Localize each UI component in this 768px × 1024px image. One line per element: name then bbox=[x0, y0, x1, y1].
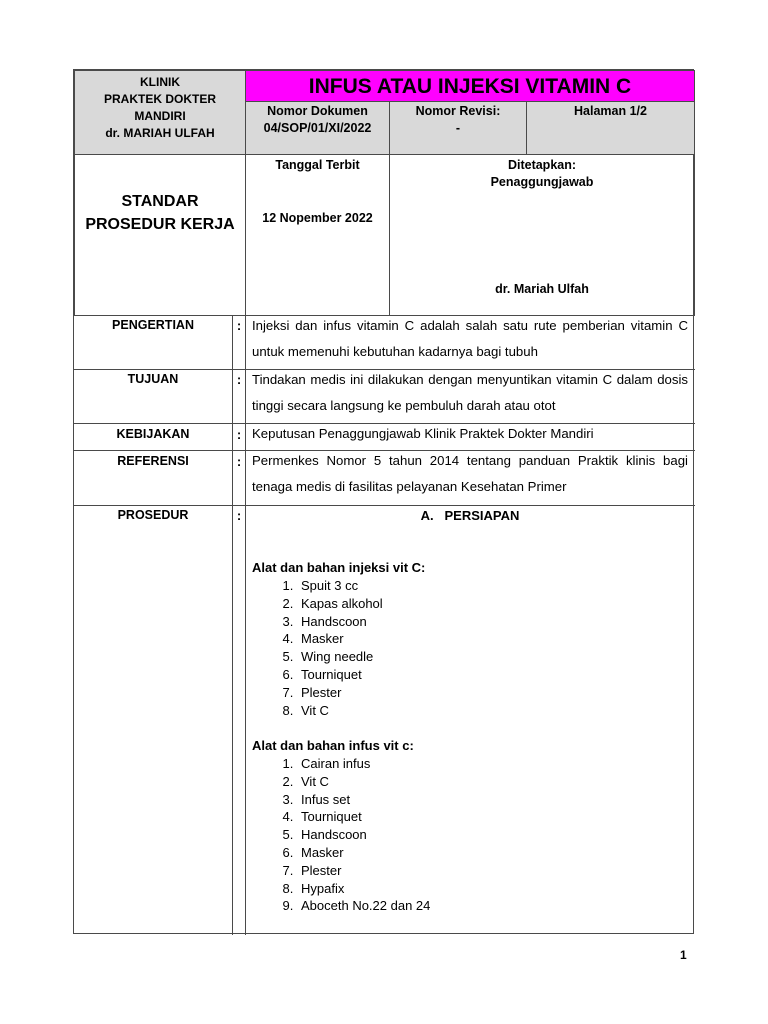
approval-cell bbox=[389, 154, 695, 316]
tujuan-colon: : bbox=[236, 372, 242, 387]
list-item: 4. Tourniquet bbox=[297, 808, 682, 826]
list-item: 1. Cairan infus bbox=[297, 755, 682, 773]
pengertian-label: PENGERTIAN bbox=[112, 318, 194, 332]
revision-value: - bbox=[455, 121, 461, 135]
list-item: 2. Vit C bbox=[297, 773, 682, 791]
page-info-label: Halaman 1/2 bbox=[574, 104, 647, 118]
standard-line: PROSEDUR KERJA bbox=[85, 216, 235, 233]
page-number: 1 bbox=[680, 948, 687, 962]
sop-document bbox=[73, 69, 694, 934]
revision-cell bbox=[389, 101, 527, 155]
prosedur-label: PROSEDUR bbox=[117, 508, 189, 522]
list-item: 3. Infus set bbox=[297, 791, 682, 809]
pengertian-text: Injeksi dan infus vitamin C adalah salah satu rute pemberian vitamin C untuk memenuhi kebutuhan kadarnya bagi tubuh bbox=[252, 318, 688, 359]
document-title bbox=[245, 70, 695, 102]
approval-label: Ditetapkan: bbox=[507, 158, 577, 172]
prosedur-colon: : bbox=[236, 508, 242, 523]
clinic-line: MANDIRI bbox=[134, 109, 186, 123]
list-item: 6. Masker bbox=[297, 844, 682, 862]
clinic-line: PRAKTEK DOKTER bbox=[103, 92, 216, 106]
list-item: 5. Wing needle bbox=[297, 648, 682, 666]
list-item: 4. Masker bbox=[297, 630, 682, 648]
signer-name: dr. Mariah Ulfah bbox=[495, 282, 589, 296]
list-item: 2. Kapas alkohol bbox=[297, 595, 682, 613]
infusion-title: Alat dan bahan infus vit c: bbox=[252, 738, 414, 753]
list-item: 3. Handscoon bbox=[297, 613, 682, 631]
clinic-line: KLINIK bbox=[140, 75, 180, 89]
prosedur-subheading: A. PERSIAPAN bbox=[420, 508, 520, 523]
page-info-cell bbox=[526, 101, 695, 155]
kebijakan-colon: : bbox=[236, 427, 242, 442]
issue-date-cell bbox=[245, 154, 390, 316]
pengertian-colon: : bbox=[236, 318, 242, 333]
list-item: 8. Vit C bbox=[297, 702, 682, 720]
document-number-cell bbox=[245, 101, 390, 155]
tujuan-text: Tindakan medis ini dilakukan dengan menyuntikan vitamin C dalam dosis tinggi secara langsung ke pembuluh darah atau otot bbox=[252, 372, 688, 413]
referensi-label: REFERENSI bbox=[117, 454, 189, 468]
document-number-label: Nomor Dokumen bbox=[267, 104, 368, 118]
approval-role: Penaggungjawab bbox=[490, 175, 594, 189]
clinic-name-cell bbox=[74, 70, 246, 155]
standard-procedure-cell bbox=[74, 154, 246, 316]
referensi-colon: : bbox=[236, 454, 242, 469]
document-title-text: INFUS ATAU INJEKSI VITAMIN C bbox=[308, 75, 632, 98]
label-column-divider bbox=[232, 315, 233, 935]
list-item: 1. Spuit 3 cc bbox=[297, 577, 682, 595]
tujuan-label: TUJUAN bbox=[127, 372, 179, 386]
list-item: 9. Aboceth No.22 dan 24 bbox=[297, 897, 682, 915]
list-item: 5. Handscoon bbox=[297, 826, 682, 844]
clinic-line: dr. MARIAH ULFAH bbox=[105, 126, 215, 140]
list-item: 7. Plester bbox=[297, 684, 682, 702]
kebijakan-text: Keputusan Penaggungjawab Klinik Praktek Dokter Mandiri bbox=[252, 426, 594, 441]
injection-title: Alat dan bahan injeksi vit C: bbox=[252, 560, 426, 575]
issue-date-value: 12 Nopember 2022 bbox=[262, 211, 373, 225]
standard-line: STANDAR bbox=[121, 193, 199, 210]
list-item: 8. Hypafix bbox=[297, 880, 682, 898]
referensi-text: Permenkes Nomor 5 tahun 2014 tentang panduan Praktik klinis bagi tenaga medis di fasilitas pelayanan Kesehatan Primer bbox=[252, 453, 688, 494]
content-box-border bbox=[245, 505, 695, 935]
revision-label: Nomor Revisi: bbox=[415, 104, 501, 118]
list-item: 7. Plester bbox=[297, 862, 682, 880]
issue-date-label: Tanggal Terbit bbox=[275, 158, 360, 172]
list-item: 6. Tourniquet bbox=[297, 666, 682, 684]
document-number-value: 04/SOP/01/XI/2022 bbox=[263, 121, 372, 135]
kebijakan-label: KEBIJAKAN bbox=[116, 427, 190, 441]
